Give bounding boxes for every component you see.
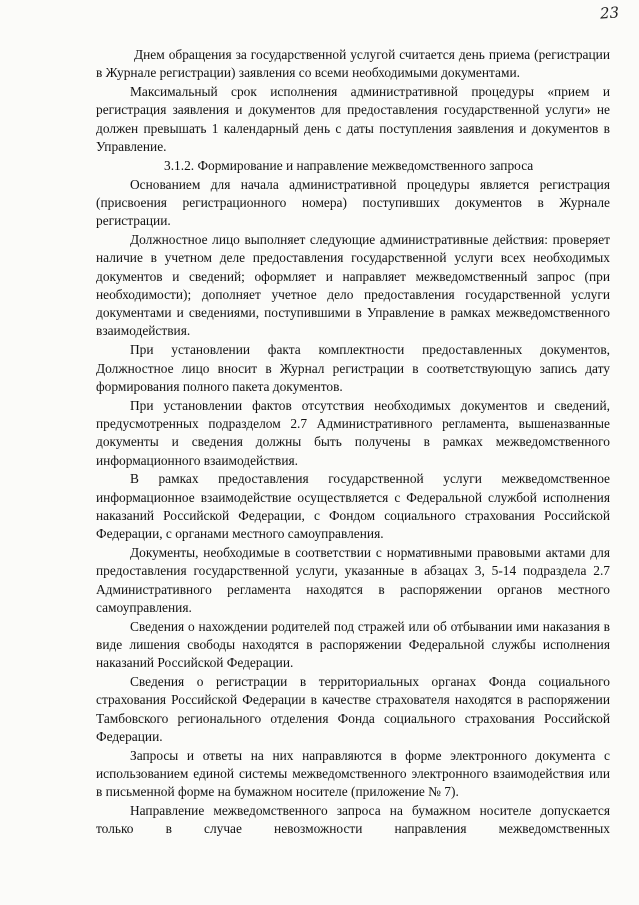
paragraph: Должностное лицо выполняет следующие административные действия: проверяет наличие в учетном деле предоставления государственной услуги всех необходимых документов и сведений; оформляет и направляет межведомственный запрос (при необходимости); дополняет учетное дело предоставления государственной услуги документами и сведениями, поступившими в Управление в рамках межведомственного взаимодействия. <box>96 231 610 339</box>
paragraph: Сведения о нахождении родителей под стражей или об отбывании ими наказания в виде лишения свободы находятся в распоряжении Федеральной службы исполнения наказаний Российской Федерации. <box>96 618 610 671</box>
paragraph: В рамках предоставления государственной услуги межведомственное информационное взаимодействие осуществляется с Федеральной службой исполнения наказаний Российской Федерации, с Фондом социального страхования Российской Федерации, с органами местного самоуправления. <box>96 471 610 542</box>
paragraph: При установлении фактов отсутствия необходимых документов и сведений, предусмотренных подразделом 2.7 Административного регламента, вышеназванные документы и сведения должны быть получены в рамках межведомственного информационного взаимодействия. <box>96 397 610 468</box>
paragraph: Днем обращения за государственной услугой считается день приема (регистрации в Журнале регистрации) заявления со всеми необходимыми документами. <box>96 47 610 81</box>
paragraph: Направление межведомственного запроса на бумажном носителе допускается только в случае невозможности направления межведомственных <box>96 803 610 837</box>
page-number: 23 <box>599 3 620 23</box>
section-heading: 3.1.2. Формирование и направление межведомственного запроса <box>164 157 534 173</box>
paragraph: Документы, необходимые в соответствии с нормативными правовыми актами для предоставления государственной услуги, указанные в абзацах 3, 5-14 подраздела 2.7 Административного регламента находятся в распоряжении органов местного самоуправления. <box>96 545 610 615</box>
paragraph: Основанием для начала административной процедуры является регистрация (присвоения регистрационного номера) поступивших документов в Журнале регистрации. <box>96 176 610 229</box>
paragraph: Запросы и ответы на них направляются в форме электронного документа с использованием единой системы межведомственного электронного взаимодействия или в письменной форме на бумажном носителе (приложение № 7). <box>96 747 610 800</box>
paragraph: Сведения о регистрации в территориальных органах Фонда социального страхования Российской Федерации в качестве страхователя находятся в распоряжении Тамбовского регионального отделения Фонда социального страхования Российской Федерации. <box>96 674 610 744</box>
document-body <box>96 46 610 839</box>
paragraph: Максимальный срок исполнения административной процедуры «прием и регистрация заявления и документов для предоставления государственной услуги» не должен превышать 1 календарный день с даты поступления заявления и документов в Управление. <box>96 84 610 154</box>
paragraph: При установлении факта комплектности предоставленных документов, Должностное лицо вносит в Журнал регистрации в соответствующую запись дату формирования полного пакета документов. <box>96 342 610 394</box>
